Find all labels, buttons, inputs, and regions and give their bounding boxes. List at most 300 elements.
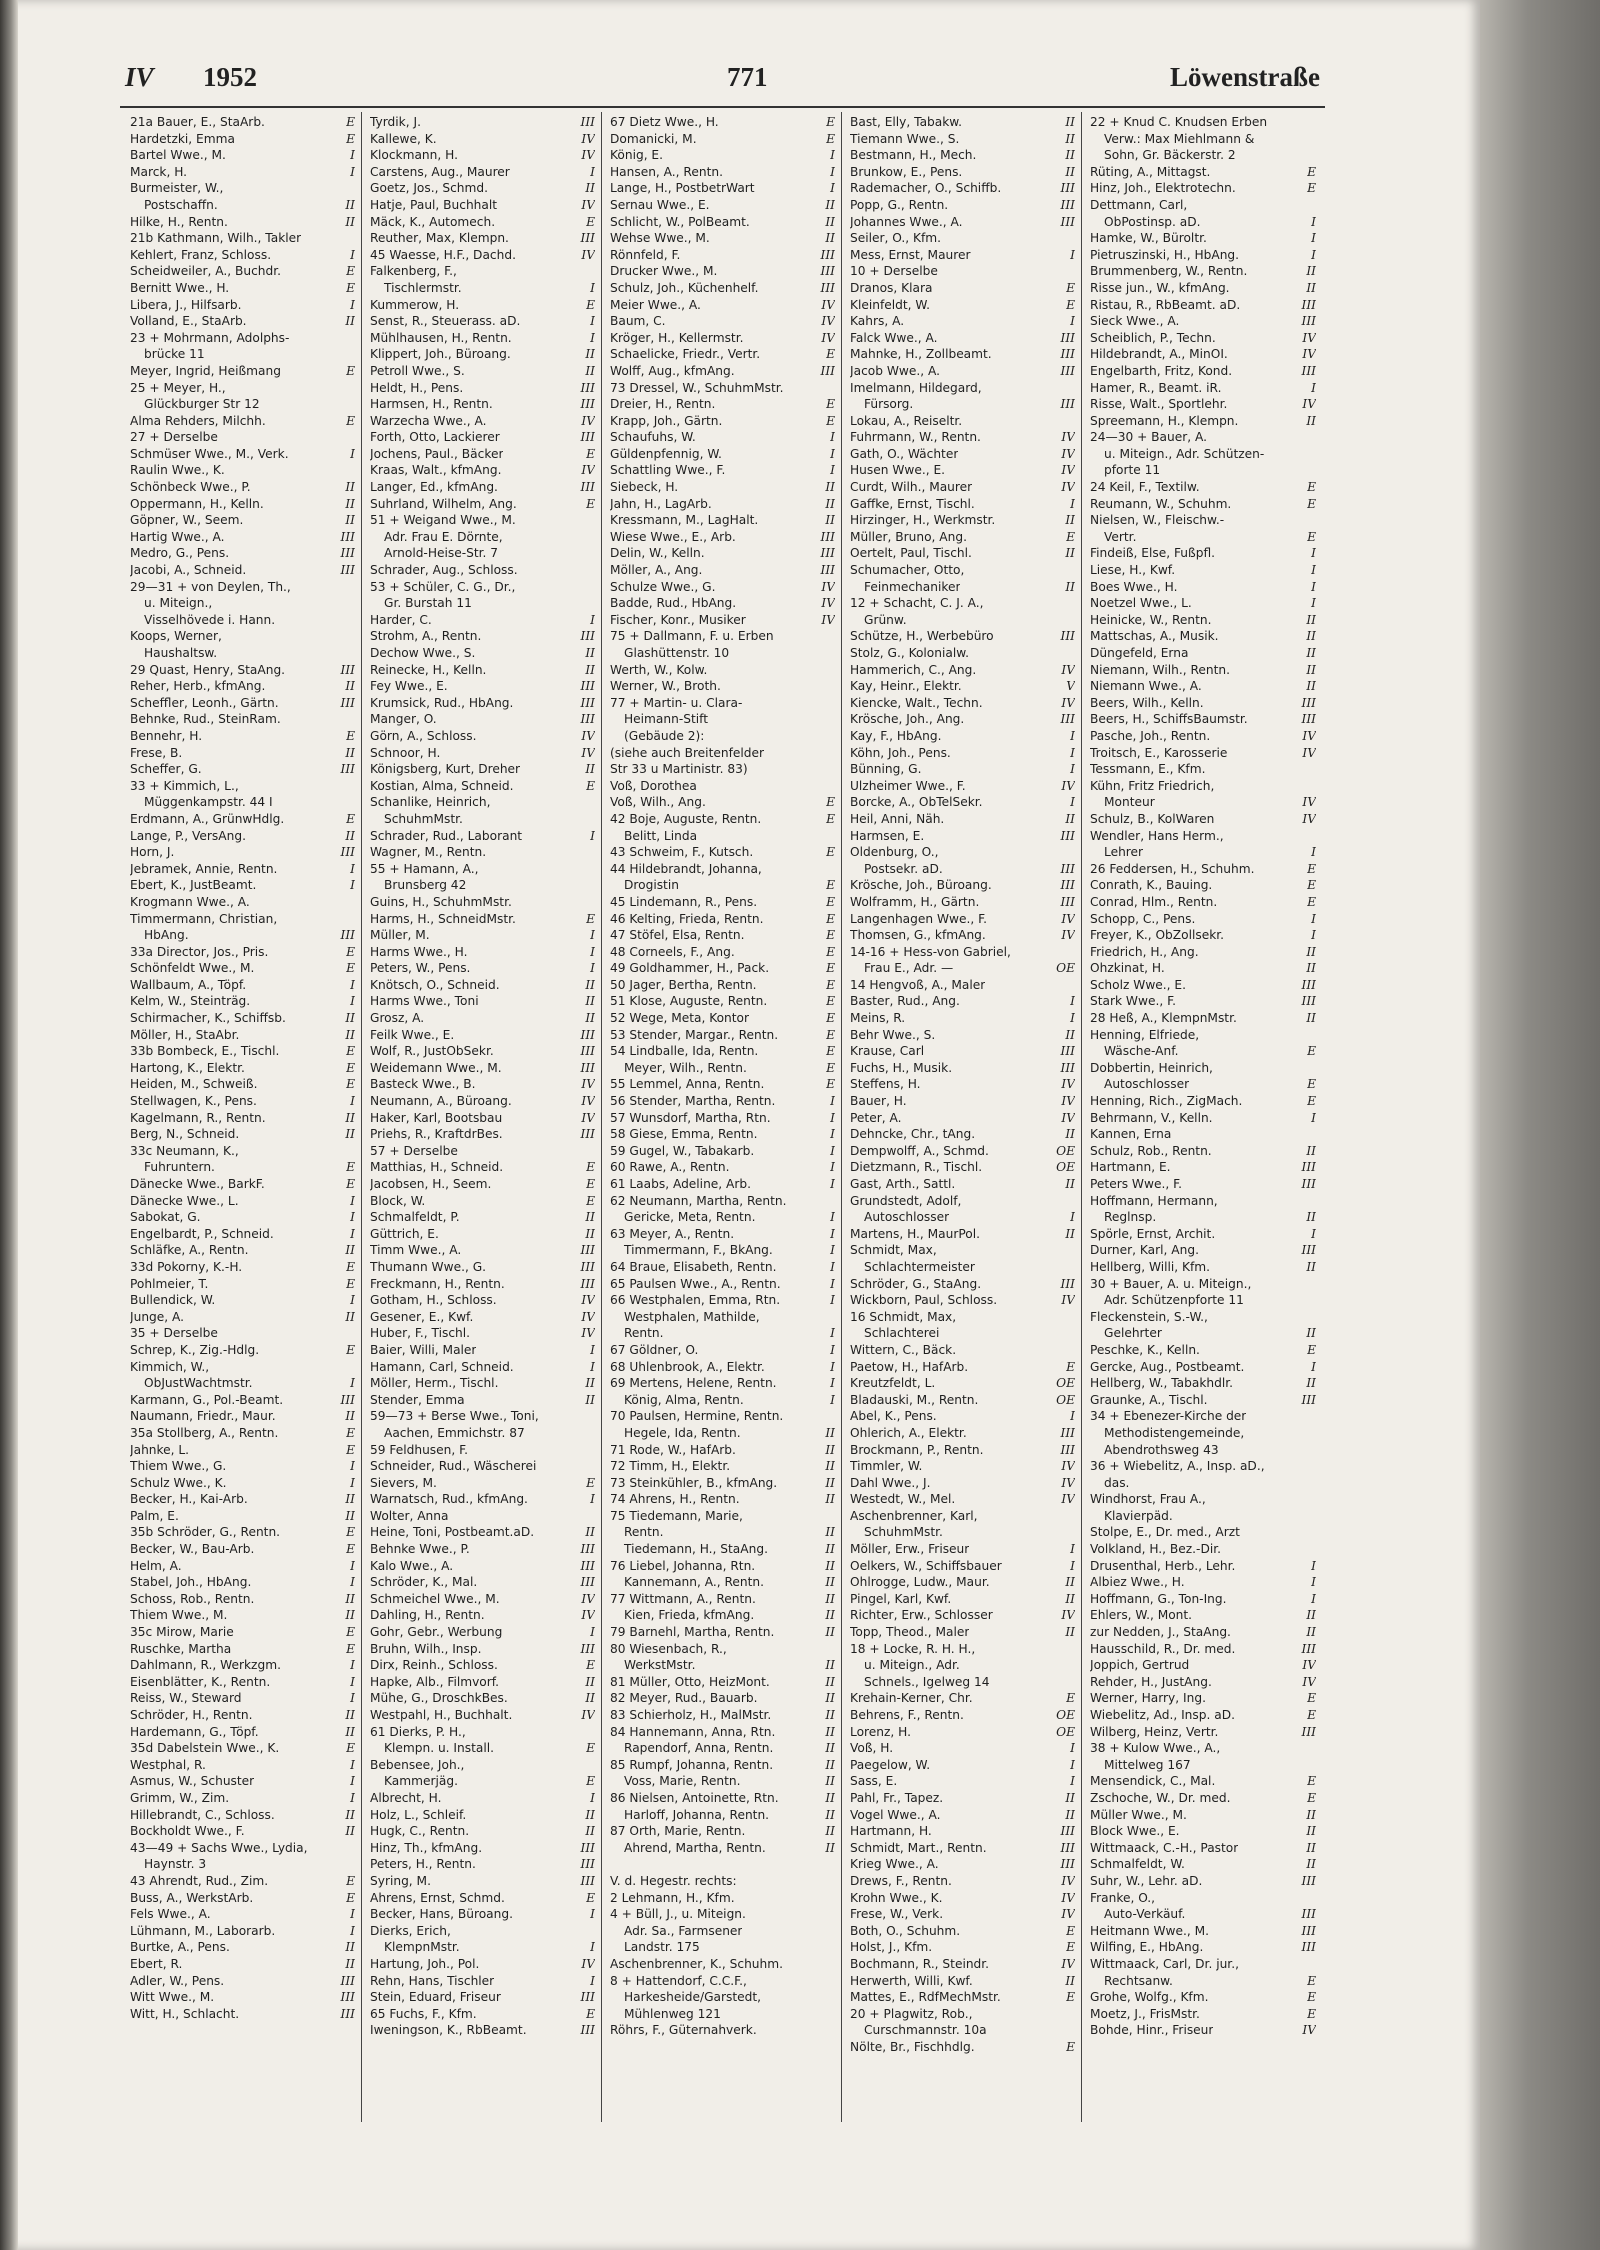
entry-text: Richter, Erw., Schlosser: [850, 1608, 993, 1623]
entry-text: 38 + Kulow Wwe., A.,: [1090, 1741, 1221, 1756]
entry-text: 73 Steinkühler, B., kfmAng.: [610, 1475, 778, 1490]
entry-text: Badde, Rud., HbAng.: [610, 596, 737, 611]
directory-entry: [610, 1209, 835, 1226]
floor-marker: IV: [1061, 1459, 1075, 1474]
directory-entry: [370, 1690, 595, 1707]
directory-entry: [610, 1773, 835, 1790]
directory-entry: [370, 1458, 595, 1475]
directory-entry: [850, 1193, 1075, 1210]
entry-text: Suhr, W., Lehr. aD.: [1090, 1873, 1203, 1888]
floor-marker: I: [830, 1177, 835, 1191]
entry-text: Henning, Elfriede,: [1090, 1027, 1200, 1042]
directory-entry: [130, 496, 355, 513]
directory-entry: [850, 911, 1075, 928]
entry-text: 52 Wege, Meta, Kontor: [610, 1011, 750, 1026]
entry-text: 75 + Dallmann, F. u. Erben: [610, 629, 774, 644]
directory-entry: [370, 1873, 595, 1890]
volume-number: IV: [125, 62, 154, 92]
floor-marker: II: [585, 977, 595, 992]
directory-entry: [610, 711, 835, 728]
floor-marker: I: [350, 1907, 355, 1922]
directory-entry: [610, 1607, 835, 1624]
entry-text: 59 Gugel, W., Tabakarb.: [610, 1143, 755, 1158]
directory-entry: [1090, 1657, 1316, 1674]
entry-text: Borcke, A., ObTelSekr.: [850, 795, 983, 810]
entry-text: Kummerow, H.: [370, 297, 460, 312]
directory-entry: [610, 1873, 835, 1890]
entry-text: Wolff, Aug., kfmAng.: [610, 363, 735, 378]
directory-entry: [610, 778, 835, 795]
entry-text: Oertelt, Paul, Tischl.: [850, 546, 972, 561]
directory-entry: [850, 1292, 1075, 1309]
street-name: Löwenstraße: [1170, 62, 1320, 92]
entry-text: Jochens, Paul., Bäcker: [370, 446, 504, 461]
floor-marker: I: [350, 1226, 355, 1241]
directory-entry: [130, 131, 355, 148]
entry-text: Ahrens, Ernst, Schmd.: [370, 1890, 505, 1905]
directory-entry: [130, 1110, 355, 1127]
directory-entry: [850, 346, 1075, 363]
directory-entry: [850, 214, 1075, 231]
directory-entry: [610, 612, 835, 629]
directory-entry: [610, 164, 835, 181]
floor-marker: E: [346, 280, 355, 295]
directory-entry: [610, 2006, 835, 2023]
entry-text: Kühn, Fritz Friedrich,: [1090, 778, 1215, 793]
directory-entry: [130, 263, 355, 280]
entry-text: Strohm, A., Rentn.: [370, 629, 482, 644]
entry-text: Scholz Wwe., E.: [1090, 977, 1186, 992]
entry-text: Baum, C.: [610, 314, 666, 329]
directory-entry: [130, 711, 355, 728]
directory-entry: [370, 1309, 595, 1326]
directory-entry: [370, 479, 595, 496]
entry-text: 4 + Büll, J., u. Miteign.: [610, 1907, 746, 1922]
entry-text: Reinecke, H., Kelln.: [370, 662, 487, 677]
directory-entry: [850, 1176, 1075, 1193]
entry-text: Gr. Burstah 11: [384, 596, 472, 611]
entry-text: Conrad, Hlm., Rentn.: [1090, 894, 1218, 909]
directory-entry: [610, 1840, 835, 1857]
floor-marker: III: [340, 529, 355, 544]
entry-text: Klavierpäd.: [1104, 1508, 1173, 1523]
floor-marker: I: [1311, 546, 1316, 561]
entry-text: Schaelicke, Friedr., Vertr.: [610, 347, 761, 362]
directory-entry: [1090, 247, 1316, 264]
floor-marker: III: [1301, 314, 1316, 329]
entry-text: Harms, H., SchneidMstr.: [370, 911, 516, 926]
directory-entry: [130, 1873, 355, 1890]
entry-text: Voss, Marie, Rentn.: [624, 1774, 741, 1789]
floor-marker: II: [1065, 1625, 1075, 1640]
directory-entry: [610, 944, 835, 961]
floor-marker: IV: [581, 1956, 595, 1971]
floor-marker: III: [1301, 1873, 1316, 1888]
directory-entry: [1090, 1508, 1316, 1525]
floor-marker: I: [830, 1392, 835, 1407]
floor-marker: I: [350, 1658, 355, 1673]
directory-entry: [1090, 977, 1316, 994]
entry-text: Ulzheimer Wwe., F.: [850, 778, 966, 793]
floor-marker: I: [350, 977, 355, 992]
directory-entry: [610, 1010, 835, 1027]
directory-entry: [1090, 1027, 1316, 1044]
floor-marker: I: [830, 1359, 835, 1374]
entry-text: Vogel Wwe., A.: [850, 1807, 941, 1822]
directory-entry: [610, 479, 835, 496]
directory-entry: [610, 695, 835, 712]
floor-marker: I: [590, 1359, 595, 1374]
entry-text: Güldenpfennig, W.: [610, 446, 722, 461]
entry-text: Holz, L., Schleif.: [370, 1807, 467, 1822]
floor-marker: II: [825, 1807, 835, 1822]
entry-text: Wiese Wwe., E., Arb.: [610, 529, 736, 544]
directory-entry: [130, 1773, 355, 1790]
floor-marker: II: [825, 1575, 835, 1590]
floor-marker: I: [1311, 380, 1316, 395]
entry-text: Brunkow, E., Pens.: [850, 164, 963, 179]
floor-marker: I: [830, 1160, 835, 1175]
directory-entry: [1090, 1309, 1316, 1326]
entry-text: Schönfeldt Wwe., M.: [130, 961, 255, 976]
floor-marker: E: [586, 1890, 595, 1905]
directory-entry: [1090, 1823, 1316, 1840]
entry-text: 21b Kathmann, Wilh., Takler: [130, 231, 302, 246]
entry-text: Durner, Karl, Ang.: [1090, 1243, 1199, 1258]
directory-entry: [370, 1524, 595, 1541]
entry-text: Postsekr. aD.: [864, 861, 943, 876]
entry-text: Albrecht, H.: [370, 1790, 442, 1805]
entry-text: Eisenblätter, K., Rentn.: [130, 1674, 271, 1689]
floor-marker: E: [1066, 1691, 1075, 1706]
directory-entry: [850, 861, 1075, 878]
floor-marker: IV: [1061, 1094, 1075, 1109]
entry-text: Graunke, A., Tischl.: [1090, 1392, 1208, 1407]
floor-marker: III: [1301, 977, 1316, 992]
floor-marker: III: [580, 1857, 595, 1872]
entry-text: Domanicki, M.: [610, 131, 697, 146]
entry-text: 27 + Derselbe: [130, 430, 218, 445]
floor-marker: E: [826, 413, 835, 428]
directory-entry: [610, 529, 835, 546]
entry-text: Bernitt Wwe., H.: [130, 280, 230, 295]
directory-entry: [130, 1724, 355, 1741]
entry-text: Lange, H., PostbetrWart: [610, 181, 755, 196]
entry-text: Volkland, H., Bez.-Dir.: [1090, 1542, 1221, 1557]
directory-entry: [610, 462, 835, 479]
entry-text: 87 Orth, Marie, Rentn.: [610, 1824, 746, 1839]
entry-text: Topp, Theod., Maler: [850, 1625, 970, 1640]
floor-marker: IV: [1061, 446, 1075, 461]
directory-entry: [130, 1890, 355, 1907]
floor-marker: I: [350, 994, 355, 1009]
entry-text: Autoschlosser: [1104, 1077, 1190, 1092]
entry-text: Stender, Emma: [370, 1392, 465, 1407]
floor-marker: IV: [581, 1309, 595, 1324]
floor-marker: II: [345, 1608, 355, 1623]
directory-entry: [1090, 1873, 1316, 1890]
floor-marker: IV: [1061, 1608, 1075, 1623]
directory-entry: [610, 1508, 835, 1525]
entry-text: Brockmann, P., Rentn.: [850, 1442, 984, 1457]
directory-entry: [1090, 1060, 1316, 1077]
floor-marker: IV: [581, 745, 595, 760]
directory-entry: [130, 247, 355, 264]
directory-entry: [1090, 1159, 1316, 1176]
entry-text: Schmidt, Mart., Rentn.: [850, 1840, 987, 1855]
entry-text: Gesener, E., Kwf.: [370, 1309, 474, 1324]
floor-marker: III: [580, 1990, 595, 2005]
entry-text: Kannen, Erna: [1090, 1127, 1172, 1142]
directory-entry: [1090, 479, 1316, 496]
directory-entry: [610, 728, 835, 745]
directory-entry: [370, 1757, 595, 1774]
directory-entry: [370, 1956, 595, 1973]
floor-marker: IV: [581, 1293, 595, 1308]
floor-marker: I: [830, 1376, 835, 1391]
floor-marker: I: [1311, 563, 1316, 578]
directory-entry: [1090, 678, 1316, 695]
directory-entry: [370, 230, 595, 247]
floor-marker: II: [1306, 944, 1316, 959]
directory-entry: [370, 429, 595, 446]
directory-entry: [370, 1973, 595, 1990]
entry-text: Delin, W., Kelln.: [610, 546, 705, 561]
floor-marker: II: [345, 1409, 355, 1424]
entry-text: (Gebäude 2):: [624, 728, 705, 743]
entry-text: Fey Wwe., E.: [370, 679, 448, 694]
entry-text: Heimann-Stift: [624, 712, 708, 727]
entry-text: Köhn, Joh., Pens.: [850, 745, 951, 760]
entry-text: 79 Barnehl, Martha, Rentn.: [610, 1625, 775, 1640]
directory-entry: [130, 628, 355, 645]
floor-marker: II: [1306, 264, 1316, 279]
floor-marker: I: [590, 1492, 595, 1507]
entry-text: Röhrs, F., Güternahverk.: [610, 2023, 757, 2038]
entry-text: Popp, G., Rentn.: [850, 197, 949, 212]
entry-text: Stellwagen, K., Pens.: [130, 1094, 257, 1109]
directory-entry: [610, 1973, 835, 1990]
entry-text: 80 Wiesenbach, R.,: [610, 1641, 727, 1656]
entry-text: Iweningson, K., RbBeamt.: [370, 2023, 527, 2038]
floor-marker: II: [825, 496, 835, 511]
floor-marker: IV: [1061, 911, 1075, 926]
entry-text: Spreemann, H., Klempn.: [1090, 413, 1239, 428]
directory-entry: [850, 1890, 1075, 1907]
entry-text: Methodistengemeinde,: [1104, 1425, 1245, 1440]
floor-marker: II: [1306, 961, 1316, 976]
directory-entry: [610, 1641, 835, 1658]
entry-text: Sieck Wwe., A.: [1090, 314, 1180, 329]
entry-text: Baier, Willi, Maler: [370, 1342, 477, 1357]
entry-text: Schläfke, A., Rentn.: [130, 1243, 249, 1258]
directory-entry: [610, 579, 835, 596]
directory-entry: [1090, 960, 1316, 977]
entry-text: Witt, H., Schlacht.: [130, 2006, 240, 2021]
floor-marker: III: [340, 546, 355, 561]
entry-text: Fuchs, H., Musik.: [850, 1060, 953, 1075]
floor-marker: II: [585, 1674, 595, 1689]
entry-text: 65 Fuchs, F., Kfm.: [370, 2006, 477, 2021]
floor-marker: I: [1311, 845, 1316, 860]
directory-entry: [610, 313, 835, 330]
floor-marker: II: [345, 1724, 355, 1739]
entry-text: Falkenberg, F.,: [370, 264, 457, 279]
directory-entry: [370, 1856, 595, 1873]
floor-marker: II: [1065, 1807, 1075, 1822]
entry-text: Heinicke, W., Rentn.: [1090, 612, 1212, 627]
floor-marker: I: [830, 1143, 835, 1158]
directory-entry: [370, 1442, 595, 1459]
directory-entry: [850, 1226, 1075, 1243]
floor-marker: IV: [1061, 430, 1075, 445]
entry-text: Sabokat, G.: [130, 1210, 201, 1225]
directory-entry: [1090, 993, 1316, 1010]
floor-marker: E: [586, 1475, 595, 1490]
entry-text: Hammerich, C., Ang.: [850, 662, 977, 677]
floor-marker: I: [1311, 1226, 1316, 1241]
floor-marker: II: [1306, 1840, 1316, 1855]
floor-marker: II: [1065, 164, 1075, 179]
entry-text: Möller, Erw., Friseur: [850, 1542, 970, 1557]
floor-marker: II: [585, 1691, 595, 1706]
entry-text: Engelbarth, Fritz, Kond.: [1090, 363, 1233, 378]
floor-marker: III: [580, 712, 595, 727]
entry-text: Abendrothsweg 43: [1104, 1442, 1219, 1457]
floor-marker: II: [585, 1011, 595, 1026]
entry-text: Gericke, Meta, Rentn.: [624, 1210, 756, 1225]
floor-marker: III: [1301, 1907, 1316, 1922]
entry-text: 30 + Bauer, A. u. Miteign.,: [1090, 1276, 1252, 1291]
floor-marker: II: [825, 1724, 835, 1739]
directory-entry: [610, 1724, 835, 1741]
entry-text: Lange, P., VersAng.: [130, 828, 246, 843]
directory-entry: [610, 1093, 835, 1110]
entry-text: 20 + Plagwitz, Rob.,: [850, 2006, 973, 2021]
entry-text: 35c Mirow, Marie: [130, 1625, 234, 1640]
entry-text: 77 + Martin- u. Clara-: [610, 695, 743, 710]
entry-text: Alma Rehders, Milchh.: [130, 413, 266, 428]
directory-entry: [370, 313, 595, 330]
directory-entry: [850, 545, 1075, 562]
directory-entry: [1090, 2006, 1316, 2023]
entry-text: Kraas, Walt., kfmAng.: [370, 463, 502, 478]
entry-text: Dierks, Erich,: [370, 1923, 451, 1938]
entry-text: Spörle, Ernst, Archit.: [1090, 1226, 1216, 1241]
directory-entry: [370, 645, 595, 662]
entry-text: Westphalen, Mathilde,: [624, 1309, 760, 1324]
directory-entry: [130, 1027, 355, 1044]
floor-marker: E: [1066, 297, 1075, 312]
floor-marker: E: [346, 1060, 355, 1075]
directory-entry: [130, 114, 355, 131]
directory-entry: [370, 1607, 595, 1624]
entry-text: Kreutzfeldt, L.: [850, 1376, 936, 1391]
entry-text: Conrath, K., Bauing.: [1090, 878, 1213, 893]
directory-entry: [610, 678, 835, 695]
directory-entry: [370, 114, 595, 131]
directory-entry: [1090, 1359, 1316, 1376]
entry-text: Meyer, Wilh., Rentn.: [624, 1060, 747, 1075]
floor-marker: I: [350, 247, 355, 262]
entry-text: Königsberg, Kurt, Dreher: [370, 762, 521, 777]
entry-text: Möller, H., StaAbr.: [130, 1027, 240, 1042]
directory-entry: [130, 1757, 355, 1774]
directory-entry: [1090, 1574, 1316, 1591]
floor-marker: I: [1070, 745, 1075, 760]
floor-marker: I: [1311, 214, 1316, 229]
floor-marker: II: [825, 1542, 835, 1557]
floor-marker: I: [350, 1475, 355, 1490]
entry-text: Schlachtermeister: [864, 1259, 975, 1274]
entry-text: 35a Stollberg, A., Rentn.: [130, 1425, 279, 1440]
entry-text: Fels Wwe., A.: [130, 1907, 211, 1922]
entry-text: Auto-Verkäuf.: [1104, 1907, 1186, 1922]
directory-entry: [610, 114, 835, 131]
entry-text: Rentn.: [624, 1326, 664, 1341]
floor-marker: II: [825, 1475, 835, 1490]
floor-marker: III: [1301, 994, 1316, 1009]
directory-entry: [1090, 1624, 1316, 1641]
directory-entry: [130, 1491, 355, 1508]
floor-marker: E: [1307, 529, 1316, 544]
directory-entry: [130, 993, 355, 1010]
directory-entry: [610, 230, 835, 247]
entry-text: Hatje, Paul, Buchhalt: [370, 197, 498, 212]
entry-text: Boes Wwe., H.: [1090, 579, 1178, 594]
floor-marker: II: [585, 1376, 595, 1391]
directory-entry: [850, 1873, 1075, 1890]
directory-entry: [130, 1740, 355, 1757]
entry-text: Mahnke, H., Zollbeamt.: [850, 347, 992, 362]
floor-marker: E: [826, 1044, 835, 1059]
floor-marker: II: [345, 1011, 355, 1026]
entry-text: Hapke, Alb., Filmvorf.: [370, 1674, 500, 1689]
entry-text: Grohe, Wolfg., Kfm.: [1090, 1990, 1209, 2005]
directory-entry: [1090, 1325, 1316, 1342]
floor-marker: II: [585, 1824, 595, 1839]
floor-marker: II: [345, 1309, 355, 1324]
directory-entry: [1090, 1790, 1316, 1807]
directory-entry: [850, 745, 1075, 762]
directory-entry: [370, 612, 595, 629]
entry-text: Reiss, W., Steward: [130, 1691, 242, 1706]
entry-text: Brummenberg, W., Rentn.: [1090, 264, 1248, 279]
directory-entry: [370, 1159, 595, 1176]
entry-text: Mühlenweg 121: [624, 2006, 721, 2021]
floor-marker: II: [585, 762, 595, 777]
directory-entry: [610, 413, 835, 430]
entry-text: Schulz, B., KolWaren: [1090, 811, 1215, 826]
entry-text: Gercke, Aug., Postbeamt.: [1090, 1359, 1245, 1374]
floor-marker: II: [345, 1492, 355, 1507]
entry-text: Haker, Karl, Bootsbau: [370, 1110, 503, 1125]
directory-entry: [610, 1558, 835, 1575]
floor-marker: E: [346, 1342, 355, 1357]
directory-entry: [850, 711, 1075, 728]
entry-text: Möller, Herm., Tischl.: [370, 1376, 499, 1391]
floor-marker: II: [345, 197, 355, 212]
directory-entry: [1090, 711, 1316, 728]
listing-column-2: [362, 112, 602, 2122]
directory-entry: [610, 1690, 835, 1707]
directory-entry: [610, 1790, 835, 1807]
floor-marker: III: [820, 363, 835, 378]
entry-text: Hoffmann, Hermann,: [1090, 1193, 1218, 1208]
entry-text: Hamke, W., Büroltr.: [1090, 231, 1207, 246]
entry-text: 84 Hannemann, Anna, Rtn.: [610, 1724, 776, 1739]
entry-text: ObPostinsp. aD.: [1104, 214, 1201, 229]
